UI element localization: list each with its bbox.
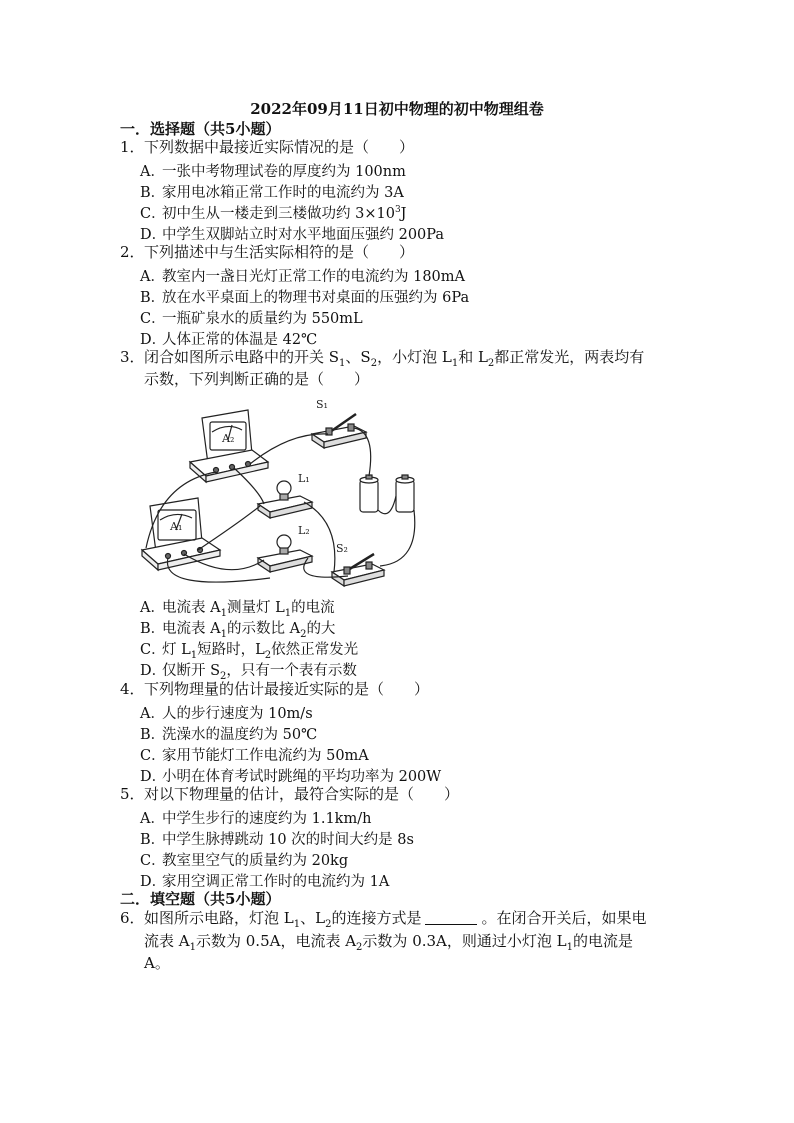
label-l1: L₁ — [298, 472, 310, 485]
q2-option-d[interactable]: D．人体正常的体温是 42℃ — [140, 332, 318, 348]
switch-s2 — [332, 554, 384, 586]
q3-option-a[interactable]: A．电流表 $A_1$测量灯 $L_1$的电流 — [140, 600, 335, 619]
circuit-figure — [140, 392, 430, 592]
q5-option-d[interactable]: D．家用空调正常工作时的电流约为 1A — [140, 874, 390, 890]
q5-option-b[interactable]: B．中学生脉搏跳动 10 次的时间大约是 8s — [140, 832, 414, 848]
label-s2: S₂ — [336, 542, 348, 555]
q1-option-a[interactable]: A．一张中考物理试卷的厚度约为 100nm — [140, 164, 406, 180]
question-number: 5． — [120, 785, 145, 803]
question-number: 4． — [120, 680, 145, 698]
question-stem: 下列物理量的估计最接近实际的是（ ） — [144, 680, 430, 698]
label-s1: S₁ — [316, 398, 328, 411]
question-5 — [120, 784, 459, 805]
q1-option-b[interactable]: B．家用电冰箱正常工作时的电流约为 3A — [140, 185, 404, 201]
ammeter-a2 — [190, 410, 268, 482]
q2-option-a[interactable]: A．教室内一盏日光灯正常工作的电流约为 180mA — [140, 269, 466, 285]
q4-option-b[interactable]: B．洗澡水的温度约为 50℃ — [140, 727, 318, 743]
q2-option-b[interactable]: B．放在水平桌面上的物理书对桌面的压强约为 6Pa — [140, 290, 470, 306]
label-a2: A₂ — [222, 432, 235, 445]
q4-option-d[interactable]: D．小明在体育考试时跳绳的平均功率为 200W — [140, 769, 442, 785]
question-3: 3．闭合如图所示电路中的开关 $S_1$、$S_2$，小灯泡 $L_1$和 $L_2$都正常发光，两表均有 — [120, 348, 645, 369]
switch-s1 — [312, 414, 366, 448]
question-number: 6． — [120, 909, 145, 927]
question-stem: 下列数据中最接近实际情况的是（ ） — [144, 138, 415, 156]
ammeter-a1 — [142, 498, 220, 570]
question-6: 6．如图所示电路，灯泡 $L_1$、$L_2$的连接方式是 。在闭合开关后，如果电 — [120, 909, 647, 930]
q5-option-a[interactable]: A．中学生步行的速度约为 1.1km/h — [140, 811, 372, 827]
q5-option-c[interactable]: C．教室里空气的质量约为 20kg — [140, 853, 349, 869]
battery-2 — [396, 475, 414, 512]
question-6-cont: 流表 $A_1$示数为 0.5A，电流表 $A_2$示数为 0.3A，则通过小灯泡 $L_1$的电流是 — [144, 932, 633, 953]
question-stem: 下列描述中与生活实际相符的是（ ） — [144, 243, 415, 261]
section-choice-heading: 一．选择题（共5小题） — [120, 120, 281, 138]
question-3-stem-cont: 示数，下列判断正确的是（ ） — [144, 370, 370, 388]
label-a1: A₁ — [170, 520, 183, 533]
question-number: 3． — [120, 348, 145, 366]
q3-option-c[interactable]: C．灯 $L_1$短路时，$L_2$依然正常发光 — [140, 642, 359, 661]
label-l2: L₂ — [298, 524, 310, 537]
q1-option-c[interactable]: C．初中生从一楼走到三楼做功约 $3\times 10^3J$ — [140, 205, 407, 222]
page-title: 2022年09月11日初中物理的初中物理组卷 — [250, 100, 544, 118]
bulb-l1 — [258, 481, 312, 518]
battery-1 — [360, 475, 378, 512]
question-1 — [120, 137, 414, 158]
q1-option-d[interactable]: D．中学生双脚站立时对水平地面压强约 200Pa — [140, 227, 445, 243]
section-fill-heading: 二．填空题（共5小题） — [120, 890, 281, 908]
question-stem: 对以下物理量的估计，最符合实际的是（ ） — [144, 785, 460, 803]
q4-option-c[interactable]: C．家用节能灯工作电流约为 50mA — [140, 748, 369, 764]
question-4 — [120, 679, 429, 700]
question-number: 1． — [120, 138, 145, 156]
q3-option-d[interactable]: D．仅断开 $S_2$，只有一个表有示数 — [140, 663, 357, 682]
q2-option-c[interactable]: C．一瓶矿泉水的质量约为 550mL — [140, 311, 363, 327]
question-6-cont-2: A。 — [144, 954, 170, 972]
q4-option-a[interactable]: A．人的步行速度为 10m/s — [140, 706, 313, 722]
q3-option-b[interactable]: B．电流表 $A_1$的示数比 $A_2$的大 — [140, 621, 336, 640]
question-number: 2． — [120, 243, 145, 261]
question-2 — [120, 242, 414, 263]
answer-blank-1[interactable] — [425, 910, 477, 925]
